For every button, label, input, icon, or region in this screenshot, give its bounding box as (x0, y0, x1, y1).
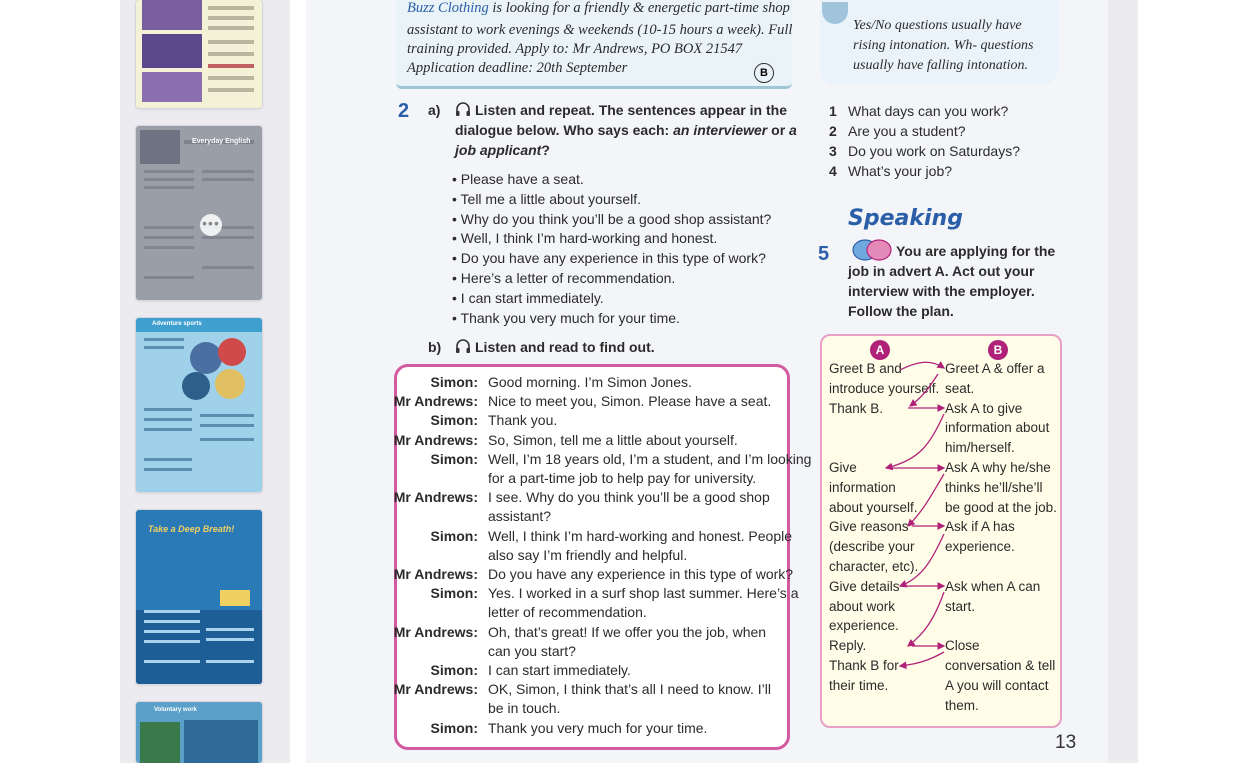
dialogue-line: Well, I think I’m hard-working and honest. People (488, 527, 793, 544)
plan-step: A you will contact (945, 677, 1049, 693)
plan-step: Ask if A has (945, 519, 1015, 535)
advert-line (407, 0, 790, 17)
instruction-part: ? (541, 142, 550, 158)
dialogue-speaker: Simon: (430, 527, 478, 544)
page-thumbnail-13[interactable] (136, 510, 262, 684)
bullet-item: • Tell me a little about yourself. (452, 191, 642, 207)
dialogue-line: Thank you. (488, 412, 558, 429)
instruction-italic: a (789, 122, 797, 138)
instruction-text (455, 142, 550, 158)
plan-step: Close (945, 638, 980, 654)
dialogue-speaker: Mr Andrews: (393, 623, 478, 640)
dialogue-speaker: Mr Andrews: (393, 431, 478, 448)
plan-step: Ask A why he/she (945, 460, 1051, 475)
page-edge (1108, 0, 1138, 763)
plan-step: seat. (945, 380, 975, 396)
speaking-heading: Speaking (848, 206, 963, 231)
plan-step: Thank B for (829, 658, 899, 673)
instruction-text: Listen and repeat. The sentences appear in the (475, 102, 787, 118)
dialogue-line: letter of recommendation. (488, 604, 647, 621)
dialogue-speaker: Mr Andrews: (393, 681, 478, 698)
tip-line: rising intonation. Wh- questions (853, 38, 1034, 53)
plan-step: Greet B and (829, 361, 902, 376)
dialogue-speaker: Simon: (430, 585, 478, 602)
page-thumbnail-10[interactable] (136, 0, 262, 108)
question-text: What days can you work? (848, 103, 1009, 119)
question-number: 3 (829, 143, 837, 159)
plan-step: conversation & tell (945, 658, 1056, 673)
dialogue-speaker: Simon: (430, 662, 478, 678)
plan-step: about work (829, 598, 896, 614)
plan-step: Give (829, 460, 857, 475)
dialogue-line: Good morning. I’m Simon Jones. (488, 374, 692, 390)
instruction-text: Listen and read to find out. (475, 339, 655, 355)
plan-step: Ask when A can (945, 578, 1041, 594)
plan-step: start. (945, 598, 976, 614)
dialogue-speaker: Mr Andrews: (393, 393, 478, 410)
plan-step: thinks he’ll/she’ll (945, 479, 1043, 495)
pair-work-icon (852, 239, 892, 261)
instruction-italic: job applicant (455, 142, 542, 158)
headphones-icon (455, 338, 471, 354)
plan-badge-a: A (870, 340, 890, 360)
dialogue-speaker: Simon: (430, 450, 478, 467)
bullet-item: • Well, I think I’m hard-working and honest. (452, 230, 718, 246)
dialogue-line: Thank you very much for your time. (488, 719, 708, 736)
plan-step: information about (945, 420, 1050, 436)
instruction-text (455, 122, 797, 138)
plan-badge-b: B (988, 340, 1008, 360)
dialogue-line: Oh, that’s great! If we offer you the job, when (488, 623, 767, 640)
thumbnail-image (136, 126, 262, 300)
thumbnail-title: Adventure sports (152, 321, 202, 327)
advert-line: assistant to work evenings & weekends (10-15 hours a week). Full (407, 22, 793, 38)
dialogue-line: OK, Simon, I think that’s all I need to know. I’ll (488, 681, 771, 698)
plan-arrows (820, 334, 1058, 724)
speaking-text: Follow the plan. (848, 303, 954, 319)
plan-step: them. (945, 697, 979, 713)
advert-line: Application deadline: 20th September (407, 60, 628, 76)
dialogue-line: assistant? (488, 508, 552, 525)
plan-step: Give details (829, 578, 900, 594)
plan-step: him/herself. (945, 440, 1015, 456)
plan-step: their time. (829, 677, 889, 693)
plan-step: experience. (945, 539, 1015, 555)
thumbnail-image (136, 510, 262, 684)
plan-step: (describe your (829, 539, 915, 555)
advert-brand: Buzz Clothing (407, 0, 489, 16)
bullet-item: • Please have a seat. (452, 171, 584, 187)
advert-line: training provided. Apply to: Mr Andrews, PO BOX 21547 (407, 41, 743, 57)
plan-step: Thank B. (829, 400, 884, 416)
question-number: 1 (829, 103, 837, 119)
dialogue-speaker: Simon: (430, 719, 478, 736)
page-thumbnail-14[interactable] (136, 702, 262, 763)
plan-step: Ask A to give (945, 400, 1023, 416)
page-thumbnail-12[interactable] (136, 318, 262, 492)
dialogue-line: Yes. I worked in a surf shop last summer. Here’s a (488, 585, 799, 602)
plan-step: information (829, 479, 896, 495)
part-label-a: a) (428, 102, 441, 118)
dialogue-line: for a part-time job to help pay for university. (488, 470, 757, 486)
question-text: Are you a student? (848, 123, 966, 139)
page-thumbnail-11[interactable] (136, 126, 262, 300)
plan-step: Reply. (829, 638, 867, 654)
dialogue-line: Nice to meet you, Simon. Please have a seat. (488, 393, 772, 410)
thumbnail-image (136, 318, 262, 492)
dialogue-line: I see. Why do you think you’ll be a good shop (488, 489, 770, 506)
plan-step: introduce yourself. (829, 380, 940, 396)
tip-line: Yes/No questions usually have (853, 18, 1022, 33)
instruction-part: dialogue below. Who says each: (455, 122, 670, 138)
thumbnail-sidebar (120, 0, 290, 763)
thumbnail-image (136, 0, 262, 108)
plan-step: about yourself. (829, 499, 918, 515)
speaking-text: job in advert A. Act out your (848, 263, 1035, 279)
plan-step: experience. (829, 618, 899, 634)
bullet-item: • I can start immediately. (452, 290, 604, 306)
question-text: Do you work on Saturdays? (848, 143, 1020, 159)
instruction-part: or (771, 122, 786, 138)
advert-badge: B (754, 63, 774, 83)
dialogue-line: also say I’m friendly and helpful. (488, 546, 688, 563)
dialogue-line: I can start immediately. (488, 662, 631, 678)
bullet-item: • Thank you very much for your time. (452, 310, 680, 326)
question-text: What’s your job? (848, 163, 953, 179)
speaking-text: You are applying for the (896, 243, 1056, 259)
speaking-text: interview with the employer. (848, 283, 1035, 299)
dialogue-speaker: Mr Andrews: (393, 489, 478, 506)
question-number: 2 (829, 123, 837, 139)
plan-step: character, etc). (829, 559, 919, 574)
plan-step: Give reasons (829, 519, 909, 535)
bullet-item: • Here’s a letter of recommendation. (452, 270, 676, 286)
dialogue-line: Do you have any experience in this type of work? (488, 566, 794, 582)
headphones-icon (455, 101, 471, 117)
instruction-italic: an interviewer (673, 122, 768, 138)
dialogue-speaker: Mr Andrews: (393, 566, 478, 582)
more-options-button[interactable]: ••• (200, 214, 222, 236)
plan-step: Greet A & offer a (945, 361, 1045, 376)
thumbnail-title: Everyday English (192, 138, 251, 145)
dialogue-speaker: Simon: (430, 412, 478, 429)
page-number: 13 (1055, 732, 1077, 753)
part-label-b: b) (428, 339, 442, 355)
exercise-number: 5 (818, 243, 830, 265)
exercise-number: 2 (398, 100, 410, 122)
bullet-item: • Why do you think you’ll be a good shop assistant? (452, 211, 772, 227)
dialogue-line: Well, I’m 18 years old, I’m a student, and I’m looking (488, 450, 812, 467)
question-number: 4 (829, 163, 837, 179)
tip-line: usually have falling intonation. (853, 58, 1028, 73)
thumbnail-title: Voluntary work (154, 707, 197, 713)
bullet-item: • Do you have any experience in this type of work? (452, 250, 766, 266)
dialogue-line: be in touch. (488, 700, 561, 717)
thumbnail-title: Take a Deep Breath! (148, 524, 235, 534)
advert-text: is looking for a friendly & energetic part-time shop (488, 0, 790, 16)
plan-step: be good at the job. (945, 499, 1057, 515)
dialogue-speaker: Simon: (430, 374, 478, 390)
dialogue-line: So, Simon, tell me a little about yourself. (488, 431, 738, 448)
dialogue-line: can you start? (488, 642, 576, 659)
